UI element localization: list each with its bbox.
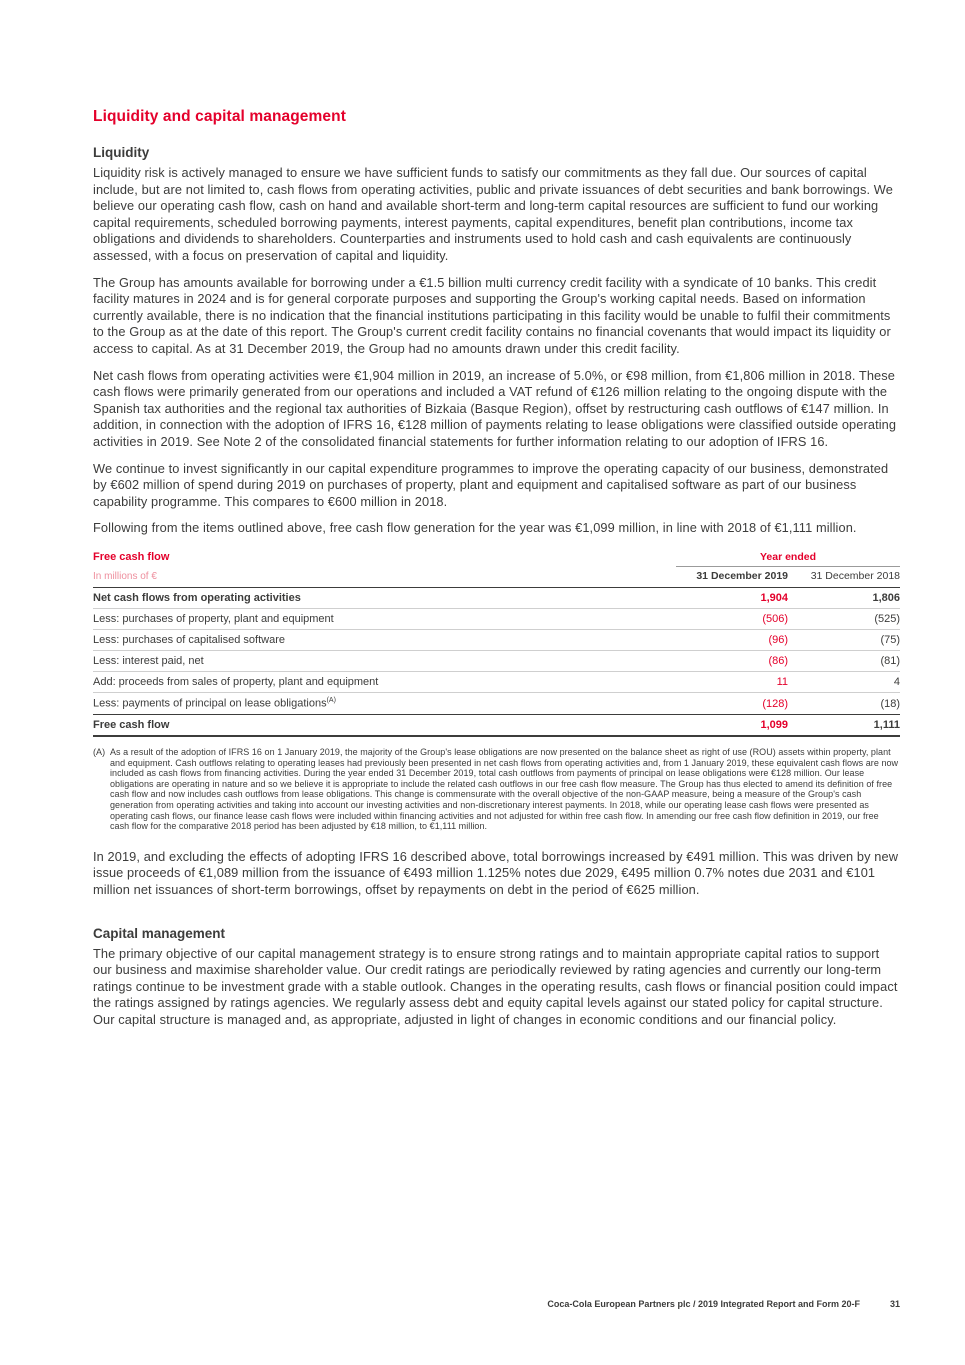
table-title-row <box>93 547 900 567</box>
value-2019: 1,099 <box>676 715 788 737</box>
column-header-2018: 31 December 2018 <box>788 567 900 588</box>
value-2019: (128) <box>676 693 788 715</box>
row-label: Less: purchases of capitalised software <box>93 630 676 651</box>
section-title: Liquidity and capital management <box>93 108 346 125</box>
row-label: Less: interest paid, net <box>93 651 676 672</box>
liquidity-paragraph-4: We continue to invest significantly in our capital expenditure programmes to improve the operating capacity of our business, demonstrated by €602 million of spend during 2019 on purchases of property, plant and equipment and capitalised software as part of our business capability programme. This compares to €600 million in 2018. <box>93 460 889 509</box>
table-row <box>93 672 900 693</box>
table-unit-label: In millions of € <box>93 567 676 588</box>
footnote-marker: (A) <box>93 747 106 758</box>
capital-management-heading: Capital management <box>93 925 226 941</box>
row-label: Free cash flow <box>93 715 676 737</box>
liquidity-section <box>93 145 900 537</box>
value-2019: (96) <box>676 630 788 651</box>
liquidity-paragraph-3: Net cash flows from operating activities were €1,904 million in 2019, an increase of 5.0%, or €98 million, from €1,806 million in 2018. These cash flows were primarily generated from our operations and included a VAT refund of €126 million relating to the ongoing dispute with the Spanish tax authorities and the regional tax authorities of Bizkaia (Basque Region), offset by restructuring cash outflows of €147 million. In addition, in connection with the adoption of IFRS 16, €128 million of payments relating to lease obligations were classified outside operating activities in 2019. See Note 2 of the consolidated financial statements for further information relating to our adoption of IFRS 16. <box>93 367 897 449</box>
table-row <box>93 609 900 630</box>
footer-page-number: 31 <box>889 1299 900 1309</box>
value-2018: 1,111 <box>788 715 900 737</box>
free-cash-flow-table <box>93 547 900 737</box>
table-total-row <box>93 715 900 737</box>
page-footer <box>547 1299 900 1309</box>
liquidity-paragraph-5: Following from the items outlined above, free cash flow generation for the year was €1,099 million, in line with 2018 of €1,111 million. <box>93 520 857 536</box>
row-label: Add: proceeds from sales of property, plant and equipment <box>93 672 676 693</box>
footnote-reference: (A) <box>326 697 336 705</box>
value-2018: 1,806 <box>872 592 900 605</box>
value-2018: 4 <box>788 672 900 693</box>
value-2018: (75) <box>788 630 900 651</box>
year-ended-header: Year ended <box>676 547 900 567</box>
footnote-text: As a result of the adoption of IFRS 16 on 1 January 2019, the majority of the Group's lease obligations are now presented on the balance sheet as right of use (ROU) assets within property, plant and equipment. Cash outflows relating to operating leases had previously been presented in net cash flows from operating activities and, from 1 January 2019, these equivalent cash flows are now included as cash flows from financing activities. During the year ended 31 December 2019, total cash outflows from payments of principal on lease obligations were €128 million. Our lease obligations are operating in nature and so we believe it is appropriate to include the related cash outflows in our free cash flow measure. The Group has thus elected to amend its definition of free cash flow and now includes cash outflows from lease obligations. This change is commensurate with the overall objective of the non-GAAP measure, being a measure of the Group's cash generation from operating activities and taking into account our investing activities and non-discretionary interest payments. In 2018, while our operating lease cash flows were presented as operating cash flows, our finance lease cash flows were included within financing activities and not adjusted for within free cash flow. In amending our free cash flow definition in 2019, our free cash flow for the comparative 2018 period has been adjusted by €18 million, to €1,111 million. <box>110 747 899 832</box>
value-2019: 11 <box>676 672 788 693</box>
table-row <box>93 630 900 651</box>
row-label: Less: purchases of property, plant and equipment <box>93 609 676 630</box>
liquidity-paragraph-2: The Group has amounts available for borrowing under a €1.5 billion multi currency credit facility with a syndicate of 10 banks. This credit facility matures in 2024 and is for general corporate purposes and supporting the Group's working capital needs. Based on information currently available, there is no indication that the financial institutions participating in this facility would be unable to fulfil their commitments to the Group as at the date of this report. The Group's current credit facility contains no financial covenants that would impact its liquidity or access to capital. As at 31 December 2019, the Group had no amounts drawn under this credit facility. <box>93 274 891 356</box>
free-cash-flow-table-section <box>93 547 900 832</box>
value-2018: (81) <box>788 651 900 672</box>
table-title: Free cash flow <box>93 550 170 563</box>
value-2019: 1,904 <box>760 592 788 605</box>
capital-management-section <box>93 926 900 1029</box>
table-row <box>93 588 900 609</box>
row-label: Net cash flows from operating activities <box>93 592 301 605</box>
value-2018: (18) <box>788 693 900 715</box>
footer-report-title: Coca-Cola European Partners plc / 2019 Integrated Report and Form 20-F <box>547 1299 860 1309</box>
table-row <box>93 651 900 672</box>
borrowings-paragraph: In 2019, and excluding the effects of adopting IFRS 16 described above, total borrowings increased by €491 million. This was driven by new issue proceeds of €1,089 million from the issuance of €493 million 1.125% notes due 2029, €495 million 0.7% notes due 2031 and €101 million net issuances of short-term borrowings, offset by repayments on debt in the period of €625 million. <box>93 848 899 897</box>
table-row <box>93 693 900 715</box>
liquidity-paragraph-1: Liquidity risk is actively managed to ensure we have sufficient funds to satisfy our commitments as they fall due. Our sources of capital include, but are not limited to, cash flows from operating activities, public and private issuances of debt securities and bank borrowings. We believe our operating cash flow, cash on hand and available short-term and long-term capital resources are sufficient to fund our working capital requirements, scheduled borrowing payments, interest payments, capital expenditures, benefit plan contributions, income tax obligations and dividends to shareholders. Counterparties and instruments used to hold cash and cash equivalents are continuously assessed, with a focus on preservation of capital and liquidity. <box>93 165 893 263</box>
table-column-header-row <box>93 567 900 588</box>
value-2019: (506) <box>676 609 788 630</box>
column-header-2019: 31 December 2019 <box>676 567 788 588</box>
row-label-text: Less: payments of principal on lease obligations <box>93 698 327 711</box>
liquidity-heading: Liquidity <box>93 145 150 160</box>
row-label <box>93 693 676 715</box>
table-footnote <box>93 747 900 832</box>
capital-management-paragraph: The primary objective of our capital management strategy is to ensure strong ratings and to maintain appropriate capital ratios to support our business and maximise shareholder value. Our credit ratings are periodically reviewed by rating agencies and currently our long-term ratings continue to be investment grade with a stable outlook. Changes in the operating results, cash flows or financial position could impact the ratings assigned by ratings agencies. We regularly assess debt and equity capital levels against our stated policy for capital structure. Our capital structure is managed and, as appropriate, adjusted in light of changes in economic conditions and our financial policy. <box>93 945 898 1027</box>
value-2019: (86) <box>676 651 788 672</box>
value-2018: (525) <box>788 609 900 630</box>
